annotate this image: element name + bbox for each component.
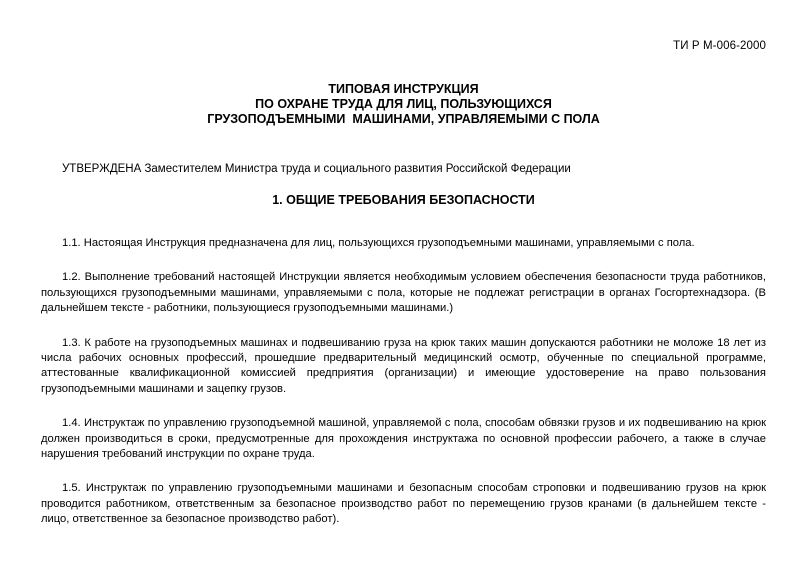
paragraph-1-4: 1.4. Инструктаж по управлению грузоподъемной машиной, управляемой с пола, способам обвязки грузов и их подвешиванию на крюк должен производиться в сроки, предусмотренные для прохождения инструктажа по основной профессии рабочего, а также в случае нарушения требований инструкции по охране труда.	[41, 417, 766, 461]
approval-statement: УТВЕРЖДЕНА Заместителем Министра труда и социального развития Российской Федерации	[62, 163, 571, 175]
paragraph-1-2: 1.2. Выполнение требований настоящей Инструкции является необходимым условием обеспечения безопасности труда работников, пользующихся грузоподъемными машинами, управляемыми с пола, которые не подлежат регистрации в органах Госгортехнадзора. (В дальнейшем тексте - работники, пользующиеся грузоподъемными машинами.)	[41, 271, 766, 315]
paragraph-1-1: 1.1. Настоящая Инструкция предназначена для лиц, пользующихся грузоподъемными машинами, управляемыми с пола.	[62, 237, 695, 249]
paragraph-1-5: 1.5. Инструктаж по управлению грузоподъемными машинами и безопасным способам строповки и подвешиванию грузов на крюк проводится работником, ответственным за безопасное производство работ по перемещению грузов кранами (в дальнейшем тексте - лицо, ответственное за безопасное производство работ).	[41, 482, 766, 526]
title-line-3: ГРУЗОПОДЪЕМНЫМИ МАШИНАМИ, УПРАВЛЯЕМЫМИ С ПОЛА	[207, 112, 600, 126]
title-line-1: ТИПОВАЯ ИНСТРУКЦИЯ	[328, 82, 479, 96]
section-heading: 1. ОБЩИЕ ТРЕБОВАНИЯ БЕЗОПАСНОСТИ	[272, 193, 535, 207]
paragraph-1-3: 1.3. К работе на грузоподъемных машинах и подвешиванию груза на крюк таких машин допускаются работники не моложе 18 лет из числа рабочих основных профессий, прошедшие предварительный медицинский осмотр, обученные по специальной программе, аттестованные квалификационной комиссией предприятия (организации) и имеющие удостоверение на право пользования грузоподъемными машинами и зацепку грузов.	[41, 336, 766, 395]
document-title	[0, 82, 807, 127]
document-code: ТИ Р М-006-2000	[673, 40, 766, 52]
title-line-2: ПО ОХРАНЕ ТРУДА ДЛЯ ЛИЦ, ПОЛЬЗУЮЩИХСЯ	[255, 97, 552, 111]
section-body	[41, 236, 766, 547]
